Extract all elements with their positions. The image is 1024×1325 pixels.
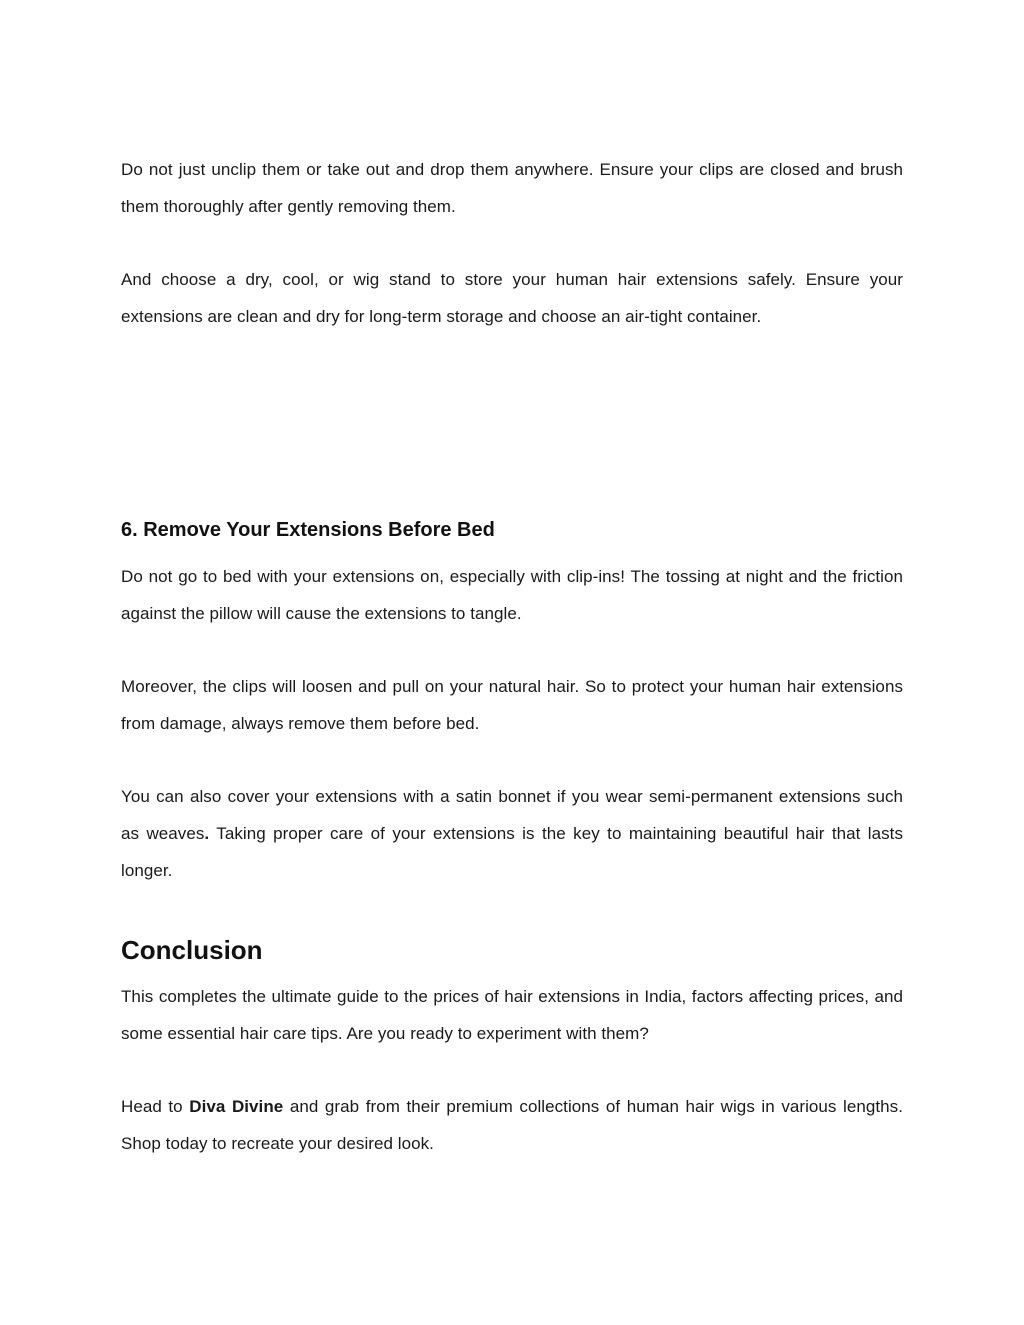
section-6-heading: 6. Remove Your Extensions Before Bed (121, 519, 495, 541)
intro-paragraph-1: Do not just unclip them or take out and drop them anywhere. Ensure your clips are closed and brush them thoroughly after gently removing them. (121, 160, 903, 216)
section-6-paragraph-1: Do not go to bed with your extensions on, especially with clip-ins! The tossing at night and the friction against the pillow will cause the extensions to tangle. (121, 567, 903, 623)
conclusion-paragraph-1: This completes the ultimate guide to the prices of hair extensions in India, factors affecting prices, and some essential hair care tips. Are you ready to experiment with them? (121, 987, 903, 1043)
section-6-paragraph-2: Moreover, the clips will loosen and pull on your natural hair. So to protect your human hair extensions from damage, always remove them before bed. (121, 677, 903, 733)
section-6-paragraph-3-bold-period: . (204, 824, 210, 843)
conclusion-paragraph-2-before: Head to (121, 1097, 190, 1116)
intro-paragraph-2-block (121, 261, 903, 335)
section-6-paragraph-3-part-2: Taking proper care of your extensions is the key to maintaining beautiful hair that lasts longer. (121, 824, 903, 880)
intro-paragraph-2: And choose a dry, cool, or wig stand to store your human hair extensions safely. Ensure your extensions are clean and dry for long-term storage and choose an air-tight container. (121, 270, 903, 326)
section-6-paragraph-1-block (121, 558, 903, 632)
section-6-heading-block (121, 516, 903, 544)
conclusion-paragraph-2-block (121, 1088, 903, 1162)
conclusion-paragraph-2-after: and grab from their premium collections of human hair wigs in various lengths. Shop today to recreate your desired look. (121, 1097, 903, 1153)
section-6-paragraph-3-part-1: You can also cover your extensions with a satin bonnet if you wear semi-permanent extensions such as weaves (121, 787, 903, 843)
section-6-paragraph-2-block (121, 668, 903, 742)
conclusion-heading: Conclusion (121, 935, 263, 965)
section-6-paragraph-3-block (121, 778, 903, 889)
conclusion-heading-block (121, 933, 903, 967)
conclusion-paragraph-1-block (121, 978, 903, 1052)
brand-name-diva-divine: Diva Divine (189, 1097, 284, 1116)
conclusion-paragraph-2 (121, 1088, 903, 1162)
section-6-paragraph-3 (121, 778, 903, 889)
intro-paragraph-1-block (121, 151, 903, 225)
